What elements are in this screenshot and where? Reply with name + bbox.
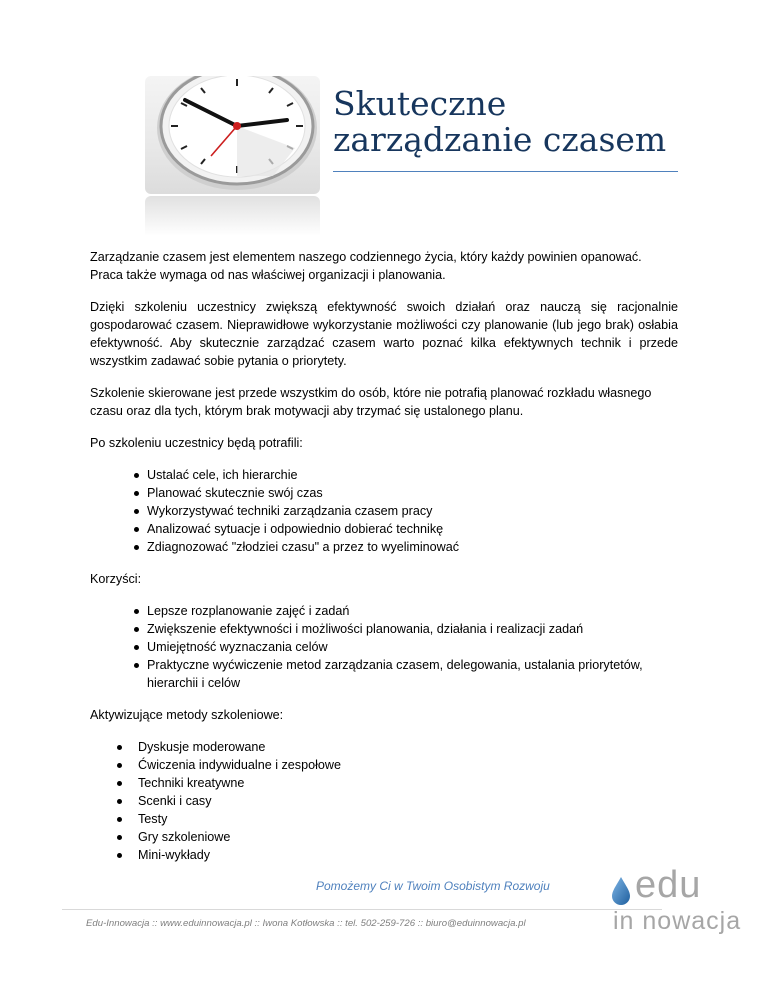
- list-item: Praktyczne wyćwiczenie metod zarządzania czasem, delegowania, ustalania priorytetów, hierarchii i celów: [90, 656, 678, 692]
- list-item: Ćwiczenia indywidualne i zespołowe: [90, 756, 678, 774]
- clock-image: [145, 76, 320, 236]
- list-item: Techniki kreatywne: [90, 774, 678, 792]
- intro-paragraph-2: Dzięki szkoleniu uczestnicy zwiększą efektywność swoich działań oraz nauczą się racjonalnie gospodarować czasem. Nieprawidłowe wykorzystanie możliwości czy planowanie (lub jego brak) osłabia efektywność. Aby skutecznie zarządzać czasem warto poznać kilka efektywnych technik i przede wszystkim zadawać sobie pytania o priorytety.: [90, 300, 678, 368]
- list-item: Zwiększenie efektywności i możliwości planowania, działania i realizacji zadań: [90, 620, 678, 638]
- list-item: Zdiagnozować "złodziei czasu" a przez to wyeliminować: [90, 538, 678, 556]
- list-item: Testy: [90, 810, 678, 828]
- footer-divider: [62, 909, 662, 910]
- footer-tagline: Pomożemy Ci w Twoim Osobistym Rozwoju: [316, 879, 550, 893]
- intro-paragraph-1: Zarządzanie czasem jest elementem naszego codziennego życia, który każdy powinien opanować. Praca także wymaga od nas właściwej organizacji i planowania.: [90, 250, 642, 282]
- list-item: Mini-wykłady: [90, 846, 678, 864]
- list-item: Umiejętność wyznaczania celów: [90, 638, 678, 656]
- benefits-list: [90, 602, 678, 692]
- list-item: Lepsze rozplanowanie zajęć i zadań: [90, 602, 678, 620]
- list-item: Gry szkoleniowe: [90, 828, 678, 846]
- intro-paragraph-3: Szkolenie skierowane jest przede wszystkim do osób, które nie potrafią planować rozkładu własnego czasu oraz dla tych, którym brak motywacji aby trzymać się ustalonego planu.: [90, 386, 652, 418]
- list-item: Dyskusje moderowane: [90, 738, 678, 756]
- title-line-2: zarządzanie czasem: [333, 120, 667, 159]
- main-content: [90, 248, 678, 878]
- methods-heading: Aktywizujące metody szkoleniowe:: [90, 708, 284, 722]
- list-item: Wykorzystywać techniki zarządzania czasem pracy: [90, 502, 678, 520]
- skills-heading: Po szkoleniu uczestnicy będą potrafili:: [90, 436, 303, 450]
- list-item: Planować skutecznie swój czas: [90, 484, 678, 502]
- list-item: Ustalać cele, ich hierarchie: [90, 466, 678, 484]
- company-logo: [610, 864, 742, 945]
- footer-contact: Edu-Innowacja :: www.eduinnowacja.pl :: Iwona Kotłowska :: tel. 502-259-726 :: biuro@eduinnowacja.pl: [86, 918, 526, 929]
- benefits-heading: Korzyści:: [90, 572, 142, 586]
- logo-text-bottom: in nowacja: [613, 907, 742, 935]
- clock-icon: [145, 76, 320, 196]
- list-item: Analizować sytuacje i odpowiednio dobierać technikę: [90, 520, 678, 538]
- list-item: Scenki i casy: [90, 792, 678, 810]
- title-divider: [333, 171, 678, 172]
- title-line-1: Skuteczne: [333, 84, 507, 123]
- page-title: [333, 86, 678, 158]
- logo-text-top: edu: [635, 864, 702, 906]
- water-drop-icon: [610, 876, 632, 906]
- methods-list: [90, 738, 678, 864]
- skills-list: [90, 466, 678, 556]
